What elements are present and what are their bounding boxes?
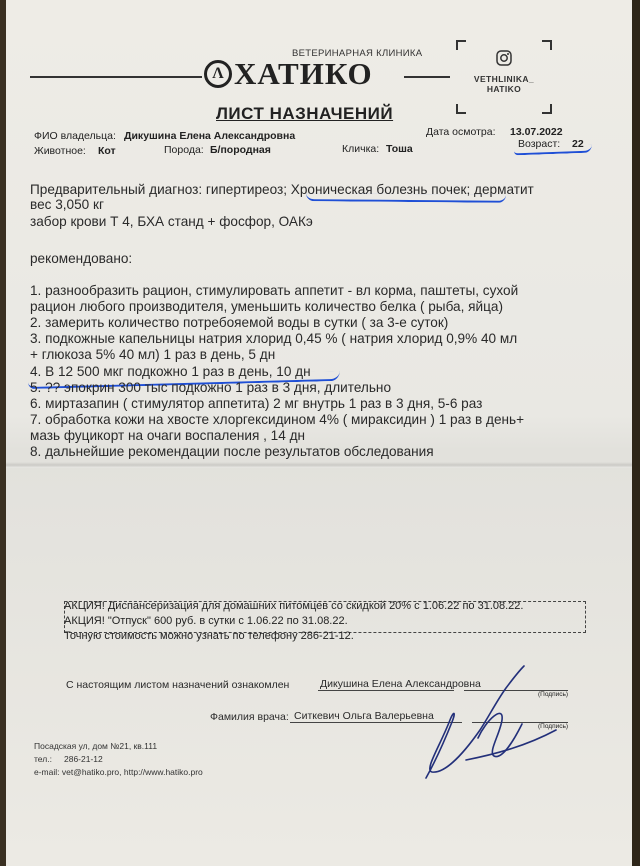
recommendation-line: 7. обработка кожи на хвосте хлоргексидином 4% ( мираксидин ) 1 раз в день+ [30, 412, 525, 427]
nickname-value: Тоша [386, 143, 413, 155]
recommendation-line: 4. В 12 500 мкг подкожно 1 раз в день, 10 дн [30, 364, 311, 379]
recommendation-line: 3. подкожные капельницы натрия хлорид 0,45 % ( натрия хлорид 0,9% 40 мл [30, 331, 518, 346]
clinic-logo-icon [204, 60, 232, 88]
footer-address: Посадская ул, дом №21, кв.111 [34, 741, 158, 751]
recommendation-line: рацион любого производителя, уменьшить количество белка ( рыба, яйца) [30, 299, 503, 314]
footer-phone-label: тел.: [34, 754, 52, 764]
recommendation-line: 8. дальнейшие рекомендации после результатов обследования [30, 444, 434, 459]
diagnosis-pen-underline [306, 193, 506, 203]
recommendation-line: 6. миртазапин ( стимулятор аппетита) 2 мг внутрь 1 раз в 3 дня, 5-6 раз [30, 396, 483, 411]
doctor-sign-label: (Подпись) [538, 723, 569, 730]
instagram-badge [456, 40, 552, 114]
owner-label: ФИО владельца: [34, 130, 116, 142]
instagram-icon [496, 50, 512, 66]
recommended-heading: рекомендовано: [30, 251, 133, 266]
paper-fold [6, 462, 632, 468]
promo-line: Точную стоимость можно узнать по телефону 286-21-12. [64, 630, 354, 642]
logo-line-right [404, 76, 450, 78]
acknowledgement-sign-label: (Подпись) [538, 691, 569, 698]
age-pen-underline [514, 145, 592, 156]
recommendation-line: 2. замерить количество потребояемой воды в сутки ( за 3-е суток) [30, 315, 449, 330]
owner-value: Дикушина Елена Александровна [124, 130, 296, 142]
diagnosis-tests: забор крови Т 4, БХА станд + фосфор, ОАКэ [30, 214, 313, 229]
prescription-sheet [6, 0, 632, 866]
breed-label: Порода: [164, 144, 204, 156]
recommendation-line: 5. ?? эпокрин 300 тыс подкожно 1 раз в 3 дня, длительно [30, 380, 392, 395]
clinic-name: ХАТИКО [234, 56, 373, 91]
doctor-label: Фамилия врача: [210, 711, 289, 723]
recommendation-line: 1. разнообразить рацион, стимулировать аппетит - вл корма, паштеты, сухой [30, 283, 519, 298]
exam-date-value: 13.07.2022 [510, 126, 563, 138]
doctor-signature [406, 660, 569, 790]
breed-value: Б/породная [210, 144, 271, 156]
footer-email: e-mail: vet@hatiko.pro, http://www.hatiko.pro [34, 767, 203, 777]
diagnosis-prefix: Предварительный диагноз: гипертиреоз; [30, 182, 291, 197]
diagnosis-suffix: ; дерматит [466, 182, 534, 197]
promo-line: АКЦИЯ! "Отпуск" 600 руб. в сутки с 1.06.22 по 31.08.22. [64, 615, 348, 627]
recommendation-line: мазь фуцикорт на очаги воспаления , 14 дн [30, 428, 306, 443]
age-label: Возраст: [518, 138, 561, 150]
footer-phone: 286-21-12 [64, 754, 103, 764]
clinic-logo-mark: Ʌ [212, 65, 224, 82]
acknowledgement-label: С настоящим листом назначений ознакомлен [66, 679, 290, 691]
promo-line: АКЦИЯ! Диспансеризация для домашних питомцев со скидкой 20% с 1.06.22 по 31.08.22. [64, 600, 524, 612]
age-value: 22 [572, 138, 584, 150]
animal-value: Кот [98, 145, 116, 157]
exam-date-label: Дата осмотра: [426, 126, 496, 138]
recommendation-line: + глюкоза 5% 40 мл) 1 раз в день, 5 дн [30, 347, 276, 362]
doctor-name: Ситкевич Ольга Валерьевна [294, 710, 434, 722]
clinic-subtitle: ВЕТЕРИНАРНАЯ КЛИНИКА [292, 48, 423, 59]
acknowledgement-name: Дикушина Елена Александровна [320, 678, 481, 690]
diagnosis-weight: вес 3,050 кг [30, 197, 104, 212]
logo-line-left [30, 76, 202, 78]
instagram-handle: VETHLINIKA_ HATIKO [473, 74, 535, 94]
diagnosis-highlight: Хроническая болезнь почек [290, 182, 467, 197]
document-title: ЛИСТ НАЗНАЧЕНИЙ [216, 104, 394, 123]
nickname-label: Кличка: [342, 143, 380, 155]
animal-label: Животное: [34, 145, 86, 157]
